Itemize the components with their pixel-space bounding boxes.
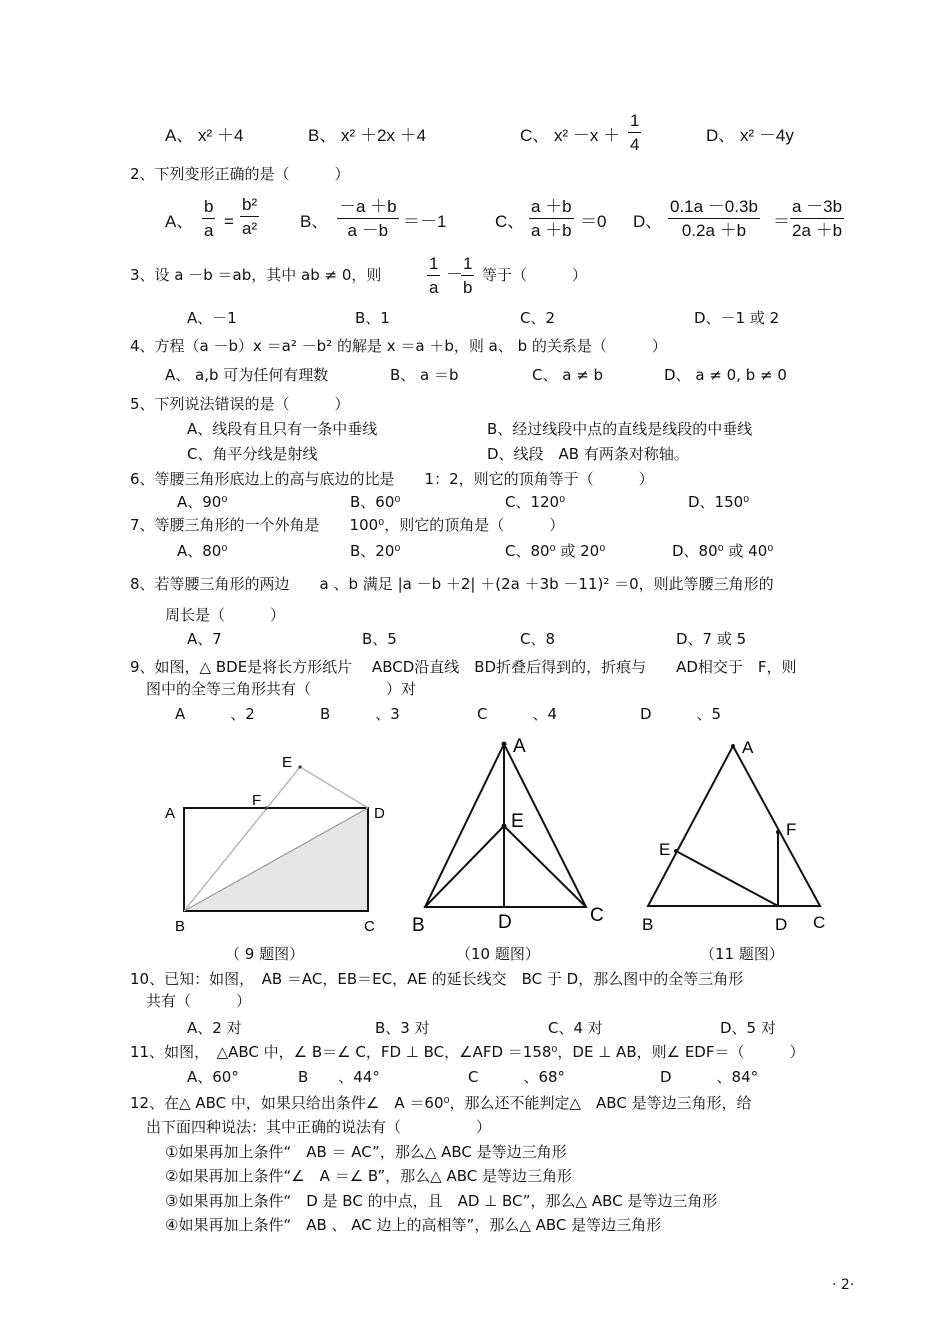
q7-option-a: A、80⁰ [177, 542, 228, 560]
q6-option-a: A、90⁰ [177, 493, 228, 511]
fig9-caption: （ 9 题图） [225, 945, 305, 963]
fig10-label-c: C [590, 905, 604, 926]
fig11-line-ed [676, 851, 778, 906]
q4-option-c: C、 a ≠ b [532, 366, 604, 384]
q2-c-fraction: $\frac{a +b}{a +b}$ [531, 197, 572, 240]
fig9-label-a: A [165, 805, 176, 822]
q10-stem-2: 共有（ ） [146, 992, 252, 1010]
fig11-label-c: C [813, 913, 826, 932]
fig9-label-d: D [374, 805, 385, 822]
fig11-caption: （11 题图） [700, 945, 784, 963]
q6-option-b: B、60⁰ [350, 493, 401, 511]
q6-option-c: C、120⁰ [505, 493, 566, 511]
q10-option-c: C、4 对 [548, 1019, 603, 1037]
fig9-label-f: F [252, 792, 262, 809]
q11-option-c: C 、68° [468, 1068, 566, 1086]
q3-minus: － [446, 265, 463, 284]
q2-b-rhs: ＝－1 [403, 212, 447, 231]
q8-option-c: C、8 [520, 630, 556, 648]
q12-stem: 12、在△ ABC 中，如果只给出条件∠ A ＝60⁰，那么还不能判定△ ABC 是等边三角形，给 [130, 1094, 752, 1112]
fig10-line-ec [504, 826, 586, 907]
fig11-label-e: E [659, 840, 671, 859]
fig9-line-ed [300, 767, 368, 808]
q2-d-right-fraction: $\frac{a -3b}{2a +b}$ [792, 197, 843, 240]
q5-option-b: B、经过线段中点的直线是线段的中垂线 [487, 420, 753, 438]
q12-item-2: ②如果再加上条件“∠ A ＝∠ B”，那么△ ABC 是等边三角形 [165, 1167, 572, 1185]
q10-option-d: D、5 对 [720, 1019, 776, 1037]
figure-9 [165, 754, 385, 935]
q3-fraction-1a: $\frac{1}{a}$ [429, 254, 439, 297]
q2-c-label: C、 [495, 212, 525, 231]
q10-stem: 10、已知：如图， AB ＝AC，EB＝EC，AE 的延长线交 BC 于 D，那么图中的全等三角形 [130, 970, 744, 988]
q3-stem-post: 等于（ ） [482, 266, 588, 284]
q6-option-d: D、150⁰ [688, 493, 750, 511]
fig10-label-b: B [412, 915, 425, 936]
q7-option-d: D、80⁰ 或 40⁰ [672, 542, 774, 560]
q8-stem-2: 周长是（ ） [165, 606, 286, 624]
q2-b-fraction: $\frac{-a +b}{a -b}$ [339, 197, 397, 240]
q10-option-a: A、2 对 [187, 1019, 242, 1037]
q11-stem: 11、如图， △ABC 中，∠ B＝∠ C，FD ⊥ BC，∠AFD ＝158⁰，DE ⊥ AB，则∠ EDF＝（ ） [130, 1043, 805, 1061]
q2-stem: 2、下列变形正确的是（ ） [130, 165, 350, 183]
q5-option-a: A、线段有且只有一条中垂线 [187, 420, 378, 438]
fig11-label-d: D [775, 915, 788, 934]
fig11-label-a: A [742, 738, 754, 757]
fig10-label-e: E [511, 811, 524, 832]
q3-option-c: C、2 [520, 309, 556, 327]
fig9-label-c: C [364, 918, 375, 935]
q11-option-a: A、60° [187, 1068, 239, 1086]
q9-option-b: B 、3 [320, 705, 400, 723]
fig10-label-a: A [513, 736, 526, 757]
q3-fraction-1b: $\frac{1}{b}$ [463, 254, 473, 297]
q1-option-d: D、 x² －4y [706, 126, 794, 145]
fig10-line-be [425, 826, 504, 907]
q2-c-rhs: ＝0 [580, 212, 607, 231]
q8-stem: 8、若等腰三角形的两边 a 、b 满足 |a －b ＋2| ＋(2a ＋3b －11)² ＝0，则此等腰三角形的 [130, 575, 774, 593]
q8-option-a: A、7 [187, 630, 222, 648]
q8-option-b: B、5 [362, 630, 397, 648]
q1-option-b: B、 x² ＋2x ＋4 [308, 126, 427, 145]
q12-item-1: ①如果再加上条件“ AB ＝ AC”，那么△ ABC 是等边三角形 [165, 1143, 567, 1161]
q2-a-right-fraction: $\frac{\text{b²}}{\text{a²}}$ [242, 195, 258, 238]
q11-option-b: B 、44° [298, 1068, 380, 1086]
q12-item-3: ③如果再加上条件“ D 是 BC 的中点，且 AD ⊥ BC”，那么△ ABC 是等边三角形 [165, 1192, 718, 1210]
q9-option-a: A 、2 [175, 705, 255, 723]
q9-stem-2: 图中的全等三角形共有（ ）对 [146, 680, 417, 698]
fig10-label-d: D [498, 912, 512, 933]
fig10-caption: （10 题图） [456, 945, 540, 963]
q7-stem: 7、等腰三角形的一个外角是 100⁰，则它的顶角是（ ） [130, 516, 565, 534]
q7-option-b: B、20⁰ [350, 542, 401, 560]
q11-option-d: D 、84° [660, 1068, 759, 1086]
q5-option-c: C、角平分线是射线 [187, 445, 318, 463]
q4-option-b: B、 a ＝b [390, 366, 459, 384]
q10-option-b: B、3 对 [375, 1019, 430, 1037]
q2-a-label: A、 [165, 212, 194, 231]
q3-option-a: A、－1 [187, 309, 237, 327]
q9-option-c: C 、4 [477, 705, 558, 723]
q4-stem: 4、方程（a －b）x ＝a² －b² 的解是 x ＝a ＋b，则 a、 b 的关系是（ ） [130, 337, 667, 355]
q12-stem-2: 出下面四种说法：其中正确的说法有（ ） [146, 1118, 492, 1136]
q9-stem: 9、如图，△ BDE是将长方形纸片 ABCD沿直线 BD折叠后得到的，折痕与 AD相交于 F，则 [130, 658, 797, 676]
fig9-label-e: E [282, 754, 293, 771]
q4-option-a: A、 a,b 可为任何有理数 [165, 366, 329, 384]
fig11-label-f: F [786, 820, 797, 839]
q2-d-label: D、 [633, 212, 663, 231]
q1-option-a: A、 x² ＋4 [165, 126, 244, 145]
q4-option-d: D、 a ≠ 0, b ≠ 0 [664, 366, 787, 384]
q3-option-b: B、1 [355, 309, 390, 327]
q2-a-equals: = [224, 212, 234, 231]
q3-stem: 3、设 a －b ＝ab，其中 ab ≠ 0，则 [130, 266, 382, 284]
q2-d-equals: ＝ [773, 212, 790, 231]
q1-option-c: C、 x² －x ＋ [520, 126, 621, 145]
q5-option-d: D、线段 AB 有两条对称轴。 [487, 445, 689, 463]
q5-stem: 5、下列说法错误的是（ ） [130, 395, 350, 413]
q7-option-c: C、80⁰ 或 20⁰ [505, 542, 606, 560]
q6-stem: 6、等腰三角形底边上的高与底边的比是 1：2，则它的顶角等于（ ） [130, 470, 654, 488]
fig11-label-b: B [642, 915, 654, 934]
q1-option-c-fraction: $\frac{1}{4}$ [630, 111, 640, 154]
page-number: · 2· [832, 1277, 855, 1293]
q2-b-label: B、 [300, 212, 329, 231]
q8-option-d: D、7 或 5 [676, 630, 747, 648]
q3-option-d: D、－1 或 2 [694, 309, 780, 327]
fig9-label-b: B [175, 918, 186, 935]
q2-a-left-fraction: $\frac{b}{a}$ [204, 197, 214, 240]
q9-option-d: D 、5 [640, 705, 722, 723]
q12-item-4: ④如果再加上条件“ AB 、 AC 边上的高相等”，那么△ ABC 是等边三角形 [165, 1216, 662, 1234]
q2-d-left-fraction: $\frac{0.1a -0.3b}{0.2a +b}$ [670, 197, 758, 240]
